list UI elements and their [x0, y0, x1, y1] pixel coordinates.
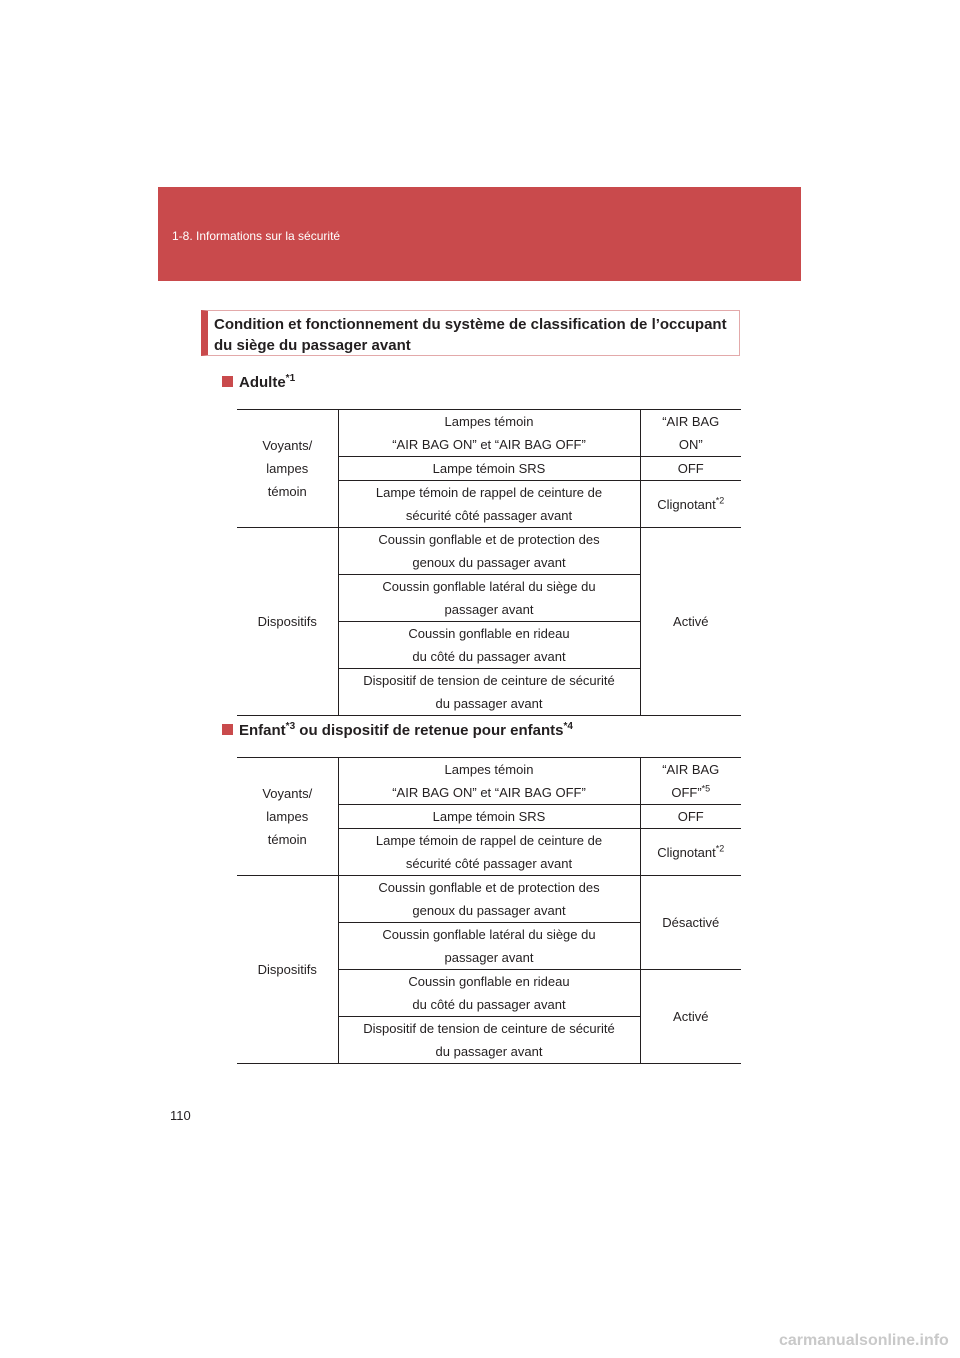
indicator-label: Lampe témoin SRS: [338, 457, 640, 481]
section-label: 1-8. Informations sur la sécurité: [172, 229, 341, 243]
device-state: Désactivé: [640, 876, 741, 970]
section-header-band: [158, 187, 801, 281]
indicator-label: Lampe témoin de rappel de ceinture de sécurité côté passager avant: [338, 481, 640, 528]
adult-heading: Adulte$^{*1}$: [222, 374, 295, 391]
indicator-value: “AIR BAG ON”: [640, 410, 741, 457]
bullet-square-icon: [222, 376, 233, 387]
indicators-row-header: Voyants/ lampes témoin: [237, 410, 338, 528]
indicator-value: Clignotant$^{*2}$: [640, 481, 741, 528]
devices-row-header: Dispositifs: [237, 876, 338, 1064]
device-label: Dispositif de tension de ceinture de sécurité du passager avant: [338, 669, 640, 716]
indicator-value: Clignotant$^{*2}$: [640, 829, 741, 876]
adult-table: [237, 409, 741, 716]
bullet-square-icon: [222, 724, 233, 735]
device-label: Coussin gonflable et de protection des genoux du passager avant: [338, 876, 640, 923]
watermark: carmanualsonline.info: [779, 1332, 949, 1349]
indicator-value: OFF: [640, 457, 741, 481]
child-table: [237, 757, 741, 1064]
table-row: [237, 758, 741, 805]
indicator-value: “AIR BAG OFF”$^{*5}$: [640, 758, 741, 805]
child-heading: Enfant$^{*3}$ ou dispositif de retenue pour enfants$^{*4}$: [222, 722, 573, 739]
table-row: [237, 528, 741, 575]
indicator-label: Lampe témoin de rappel de ceinture de sécurité côté passager avant: [338, 829, 640, 876]
device-state: Activé: [640, 970, 741, 1064]
device-label: Coussin gonflable en rideau du côté du passager avant: [338, 622, 640, 669]
page-number: 110: [170, 1108, 191, 1123]
indicator-value: OFF: [640, 805, 741, 829]
section-title-line-2: du siège du passager avant: [214, 337, 411, 354]
indicators-row-header: Voyants/ lampes témoin: [237, 758, 338, 876]
section-title-line-1: Condition et fonctionnement du système de classification de l’occupant: [214, 316, 727, 333]
table-row: [237, 876, 741, 923]
devices-row-header: Dispositifs: [237, 528, 338, 716]
indicator-label: Lampe témoin SRS: [338, 805, 640, 829]
device-label: Coussin gonflable latéral du siège du passager avant: [338, 575, 640, 622]
section-title-box: [201, 310, 740, 356]
device-label: Coussin gonflable et de protection des genoux du passager avant: [338, 528, 640, 575]
device-state: Activé: [640, 528, 741, 716]
device-label: Dispositif de tension de ceinture de sécurité du passager avant: [338, 1017, 640, 1064]
device-label: Coussin gonflable latéral du siège du passager avant: [338, 923, 640, 970]
indicator-label: Lampes témoin “AIR BAG ON” et “AIR BAG OFF”: [338, 410, 640, 457]
indicator-label: Lampes témoin “AIR BAG ON” et “AIR BAG OFF”: [338, 758, 640, 805]
table-row: [237, 410, 741, 457]
device-label: Coussin gonflable en rideau du côté du passager avant: [338, 970, 640, 1017]
